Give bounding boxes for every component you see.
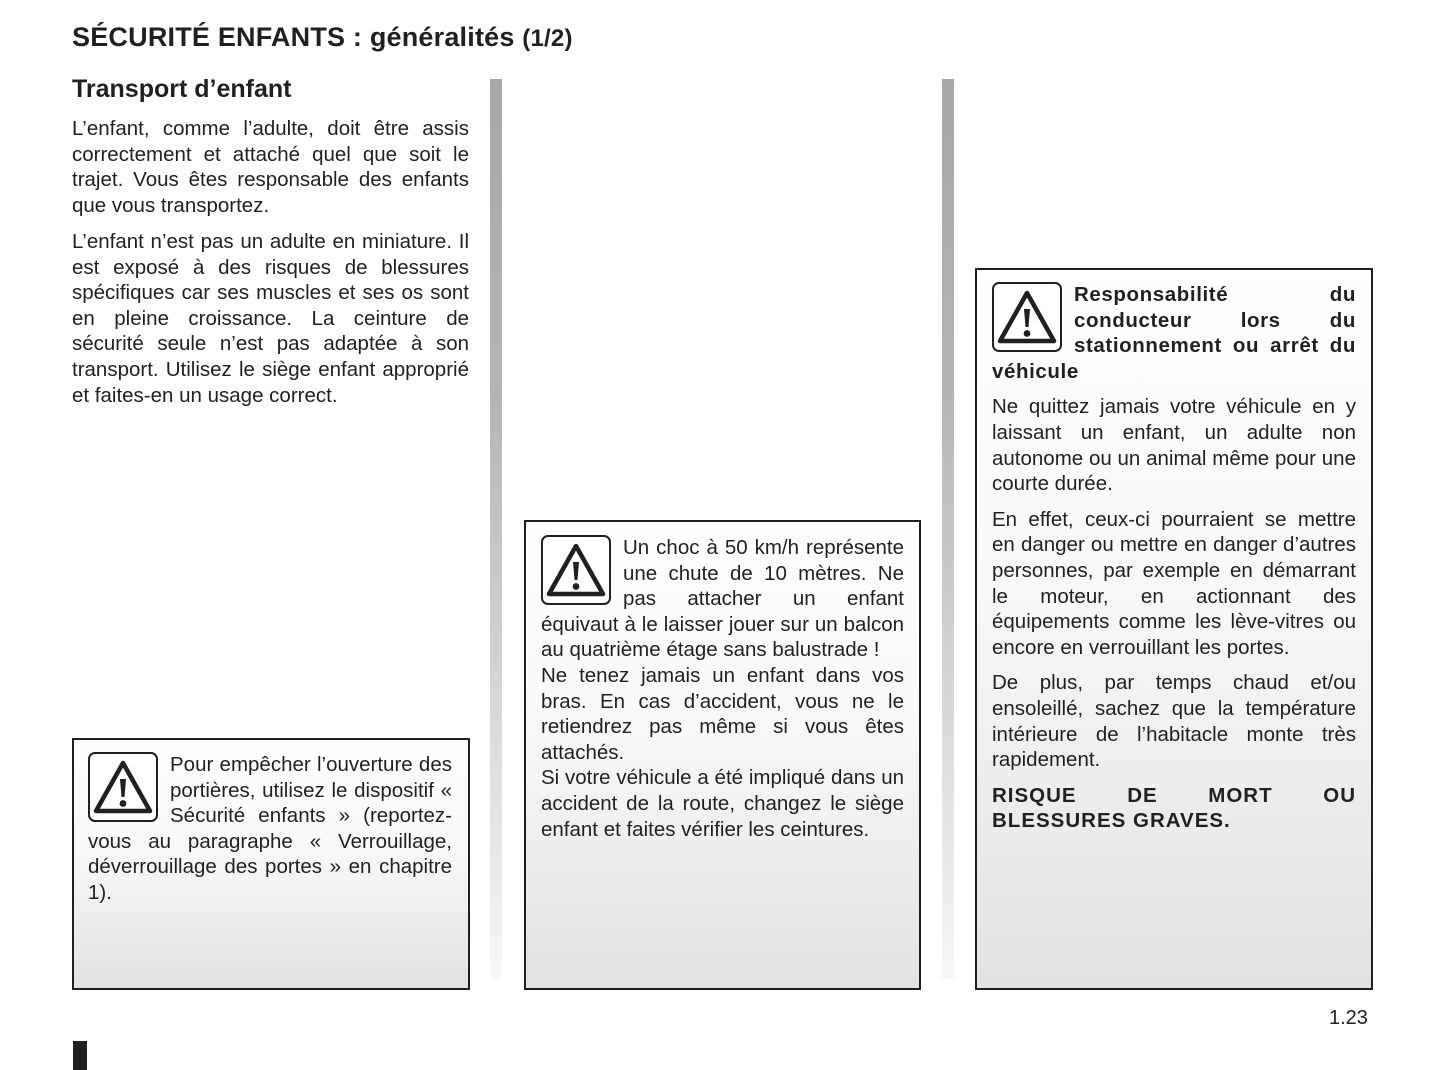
warning-text: De plus, par temps chaud et/ou ensoleillé, sachez que la température intérieure de l’habitacle monte très rapidement.: [992, 671, 1356, 772]
page-title: [72, 22, 573, 53]
page-corner-mark: [73, 1041, 87, 1070]
column-separator: [490, 79, 502, 979]
warning-text: Ne quittez jamais votre véhicule en y laissant un enfant, un adulte non autonome ou un animal même pour une courte durée.: [992, 395, 1356, 496]
page-title-part: (1/2): [522, 25, 573, 52]
page-number: 1.23: [1329, 1007, 1368, 1029]
body-paragraph: L’enfant, comme l’adulte, doit être assis correctement et attaché quel que soit le trajet. Vous êtes responsable des enfants que vous transportez.: [72, 117, 469, 217]
warning-text: Pour empêcher l’ouverture des portières, utilisez le dispositif « Sécurité enfants » (reportez-vous au paragraphe « Verrouillage, déverrouillage des portes » en chapitre 1).: [88, 753, 452, 904]
warning-triangle-icon: [541, 535, 611, 605]
warning-text: Ne tenez jamais un enfant dans vos bras. En cas d’accident, vous ne le retiendrez pas même si vous êtes attachés.: [541, 663, 904, 764]
warning-alert: RISQUE DE MORT OU BLESSURES GRAVES.: [992, 783, 1356, 833]
body-paragraph: L’enfant n’est pas un adulte en miniature. Il est exposé à des risques de blessures spécifiques car ses muscles et ses os sont en pleine croissance. La ceinture de sécurité seule n’est pas adaptée à son transport. Utilisez le siège enfant approprié et faites-en un usage correct.: [72, 230, 469, 407]
warning-text: En effet, ceux-ci pourraient se mettre en danger ou mettre en danger d’autres personnes, par exemple en démarrant le moteur, en actionnant des équipements comme les lève-vitres ou encore en verrouillant les portes.: [992, 507, 1356, 659]
section-heading: Transport d’enfant: [72, 75, 292, 103]
warning-text: Si votre véhicule a été impliqué dans un accident de la route, changez le siège enfant et faites vérifier les ceintures.: [541, 766, 904, 841]
warning-heading: Responsabilité du conducteur lors du stationnement ou arrêt du véhicule: [992, 283, 1356, 383]
page-title-text: SÉCURITÉ ENFANTS : généralités: [72, 22, 515, 52]
warning-triangle-icon: [992, 282, 1062, 352]
warning-triangle-icon: [88, 752, 158, 822]
warning-box-driver-responsibility: [975, 268, 1373, 990]
warning-box-impact: [524, 520, 921, 990]
column-separator: [942, 79, 954, 979]
warning-text: Un choc à 50 km/h représente une chute de 10 mètres. Ne pas attacher un enfant équivaut à le laisser jouer sur un balcon au quatrième étage sans balustrade !: [541, 536, 904, 662]
warning-box-child-lock: [72, 738, 470, 990]
